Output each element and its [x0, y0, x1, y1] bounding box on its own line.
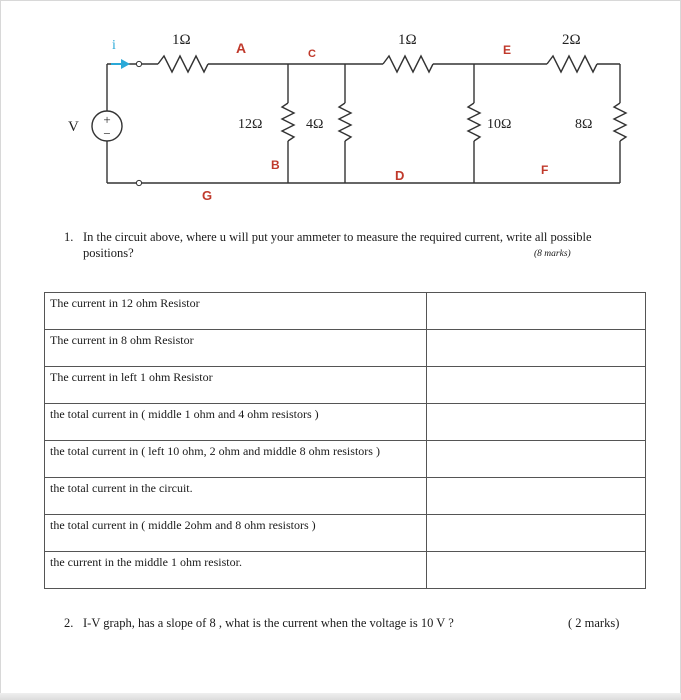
page-bottom-edge	[0, 693, 681, 700]
answer-cell[interactable]	[427, 441, 646, 478]
source-plus: +	[103, 112, 111, 127]
row-label: the total current in the circuit.	[45, 478, 427, 515]
node-c: C	[308, 48, 316, 60]
answer-cell[interactable]	[427, 478, 646, 515]
table-row	[45, 478, 646, 515]
terminal-top	[136, 61, 141, 66]
question-2-number: 2.	[64, 616, 74, 630]
row-label: the current in the middle 1 ohm resistor.	[45, 552, 427, 589]
answer-cell[interactable]	[427, 552, 646, 589]
label-r-right-top: 2Ω	[562, 32, 581, 48]
resistor-4	[339, 103, 351, 141]
node-f: F	[541, 163, 549, 177]
resistor-12	[282, 103, 294, 141]
answer-table	[44, 292, 646, 589]
answer-cell[interactable]	[427, 404, 646, 441]
current-arrow-head	[121, 59, 130, 69]
table-row	[45, 330, 646, 367]
row-label: the total current in ( middle 1 ohm and 4 ohm resistors )	[45, 404, 427, 441]
node-g: G	[202, 188, 213, 203]
row-label: The current in left 1 ohm Resistor	[45, 367, 427, 404]
node-e: E	[503, 43, 512, 57]
row-label: the total current in ( middle 2ohm and 8 ohm resistors )	[45, 515, 427, 552]
row-label: The current in 12 ohm Resistor	[45, 293, 427, 330]
terminal-bottom	[136, 180, 141, 185]
question-1-marks: (8 marks)	[534, 249, 571, 259]
question-1-text: In the circuit above, where u will put your ammeter to measure the required current, write all possible positions?	[83, 230, 592, 260]
table-row	[45, 404, 646, 441]
node-d: D	[395, 168, 405, 183]
answer-cell[interactable]	[427, 367, 646, 404]
question-2-marks: ( 2 marks)	[568, 616, 620, 630]
label-r-left-top: 1Ω	[172, 32, 191, 48]
label-r-12: 12Ω	[238, 117, 263, 132]
answer-cell[interactable]	[427, 330, 646, 367]
resistor-8	[614, 103, 626, 141]
answer-cell[interactable]	[427, 293, 646, 330]
resistor-right-top	[547, 56, 597, 72]
question-2-text: I-V graph, has a slope of 8 , what is the current when the voltage is 10 V ?	[83, 616, 454, 630]
node-b: B	[271, 158, 280, 172]
row-label: The current in 8 ohm Resistor	[45, 330, 427, 367]
label-r-4: 4Ω	[306, 117, 324, 132]
answer-cell[interactable]	[427, 515, 646, 552]
label-r-mid-top: 1Ω	[398, 32, 417, 48]
resistor-left-top	[158, 56, 208, 72]
table-row	[45, 515, 646, 552]
node-a: A	[236, 40, 247, 56]
source-minus: −	[103, 126, 111, 141]
source-label: V	[68, 119, 79, 135]
circuit-diagram	[0, 0, 681, 215]
table-row	[45, 552, 646, 589]
table-row	[45, 293, 646, 330]
label-r-8: 8Ω	[575, 117, 593, 132]
question-1-number: 1.	[64, 230, 74, 244]
resistor-mid-top	[383, 56, 433, 72]
table-row	[45, 367, 646, 404]
table-row	[45, 441, 646, 478]
row-label: the total current in ( left 10 ohm, 2 ohm and middle 8 ohm resistors )	[45, 441, 427, 478]
current-label: i	[112, 38, 116, 53]
resistor-10	[468, 103, 480, 141]
label-r-10: 10Ω	[487, 117, 512, 132]
